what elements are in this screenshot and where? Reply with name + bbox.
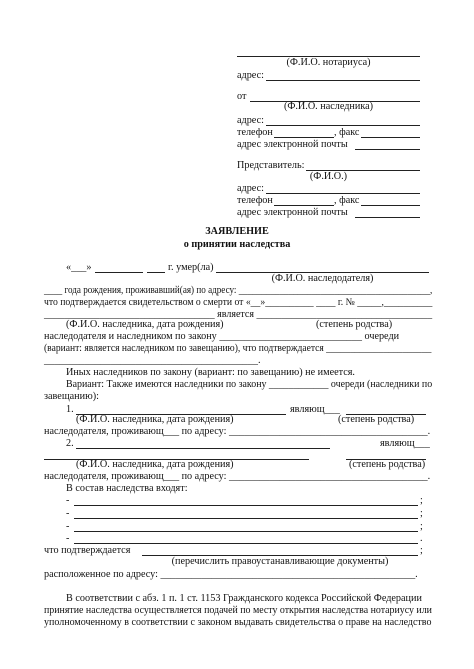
date-year-line <box>147 272 165 273</box>
estate-item-line <box>74 505 418 506</box>
date-open: «___» <box>66 262 92 273</box>
located-at-line: расположенное по адресу: __________________________________________________. <box>44 569 418 580</box>
estate-item-semicolon: ; <box>420 508 423 519</box>
phone-label-1: телефон <box>237 127 273 138</box>
documents-caption: (перечислить правоустанавливающие документы) <box>171 556 389 567</box>
heir-1-kinship-caption: (степень родства) <box>338 414 415 425</box>
heir-1-number: 1. <box>66 404 74 415</box>
by-will-label: завещанию): <box>44 391 99 402</box>
no-other-heirs: Иных наследников по закону (вариант: по завещанию) не имеется. <box>66 367 355 378</box>
died-label: г. умер(ла) <box>168 262 214 273</box>
heir-1-fio-caption: (Ф.И.О. наследника, дата рождения) <box>76 414 234 425</box>
email-line-1 <box>355 149 420 150</box>
email-label-1: адрес электронной почты <box>237 139 348 150</box>
documents-comma: ; <box>420 545 423 556</box>
estate-item-dash: - <box>66 508 70 519</box>
email-line-2 <box>355 217 420 218</box>
heir-2-line <box>76 448 330 449</box>
estate-item-line <box>74 531 418 532</box>
estate-item-dash: - <box>66 533 70 544</box>
phone-line-1 <box>274 137 334 138</box>
heir-2-being: являющ___ <box>380 438 430 449</box>
phone-label-2: телефон <box>237 195 273 206</box>
representative-fio-caption: (Ф.И.О.) <box>309 171 348 182</box>
representative-label: Представитель: <box>237 160 305 171</box>
heir-is-line: __________________________________ является ___________________________________ <box>44 309 433 320</box>
document-title: ЗАЯВЛЕНИЕ <box>205 226 269 237</box>
heir-2-kinship-caption: (степень родства) <box>349 459 426 470</box>
notary-fio-caption: (Ф.И.О. нотариуса) <box>286 57 371 68</box>
confirmation-line: __________________________________________. <box>44 355 261 366</box>
heir-1-being: являющ___ <box>290 404 340 415</box>
confirmed-by-label: что подтверждается <box>44 545 131 556</box>
fax-line-2 <box>361 205 420 206</box>
estate-item-dot: . <box>420 533 423 544</box>
address-line-1 <box>266 80 420 81</box>
heir-fio-caption-body: (Ф.И.О. наследника, дата рождения) <box>66 319 224 330</box>
estate-item-line <box>74 518 418 519</box>
kinship-caption: (степень родства) <box>316 319 393 330</box>
heir-by-law-line: наследодателя и наследником по закону ____________________________ очереди <box>44 331 400 342</box>
estate-item-dash: - <box>66 495 70 506</box>
address-label-3: адрес: <box>237 183 264 194</box>
address-label-1: адрес: <box>237 70 264 81</box>
fax-line-1 <box>361 137 420 138</box>
estate-includes: В состав наследства входят: <box>66 483 188 494</box>
document-subtitle: о принятии наследства <box>183 239 291 250</box>
death-certificate-line: что подтверждается свидетельством о смерти от «__»__________ ____ г. № _____,__________ <box>44 297 433 308</box>
estate-item-dash: - <box>66 521 70 532</box>
legal-basis-line-2: принятие наследства осуществляется подачей по месту открытия наследства нотариусу или <box>44 605 432 616</box>
phone-line-2 <box>274 205 334 206</box>
address-line-2 <box>266 125 420 126</box>
from-label: от <box>237 91 247 102</box>
heir-2-address-line: наследодателя, проживающ___ по адресу: _______________________________________. <box>44 471 431 482</box>
heir-2-fio-caption: (Ф.И.О. наследника, дата рождения) <box>76 459 234 470</box>
birth-address-line: ____ года рождения, проживавший(ая) по адресу: __________________________________________, <box>44 285 433 296</box>
estate-item-semicolon: ; <box>420 495 423 506</box>
heir-by-will-line: (вариант: является наследником по завещанию), что подтверждается ______________________ <box>44 343 432 354</box>
deceased-fio-caption: (Ф.И.О. наследодателя) <box>271 273 374 284</box>
email-label-2: адрес электронной почты <box>237 207 348 218</box>
fax-label-2: , факс <box>334 195 360 206</box>
legal-basis-line-1: В соответствии с абз. 1 п. 1 ст. 1153 Гражданского кодекса Российской Федерации <box>66 593 422 604</box>
heir-2-number: 2. <box>66 438 74 449</box>
address-label-2: адрес: <box>237 115 264 126</box>
other-heirs-variant: Вариант: Также имеются наследники по закону ____________ очереди (наследники по <box>66 379 433 390</box>
address-line-3 <box>266 193 420 194</box>
estate-item-semicolon: ; <box>420 521 423 532</box>
heir-fio-caption: (Ф.И.О. наследника) <box>283 101 374 112</box>
legal-basis-line-3: уполномоченному в соответствии с законом выдавать свидетельства о праве на наследство <box>44 617 432 628</box>
date-month-line <box>95 272 143 273</box>
estate-item-line <box>74 543 418 544</box>
fax-label-1: , факс <box>334 127 360 138</box>
heir-1-address-line: наследодателя, проживающ___ по адресу: _______________________________________. <box>44 426 431 437</box>
